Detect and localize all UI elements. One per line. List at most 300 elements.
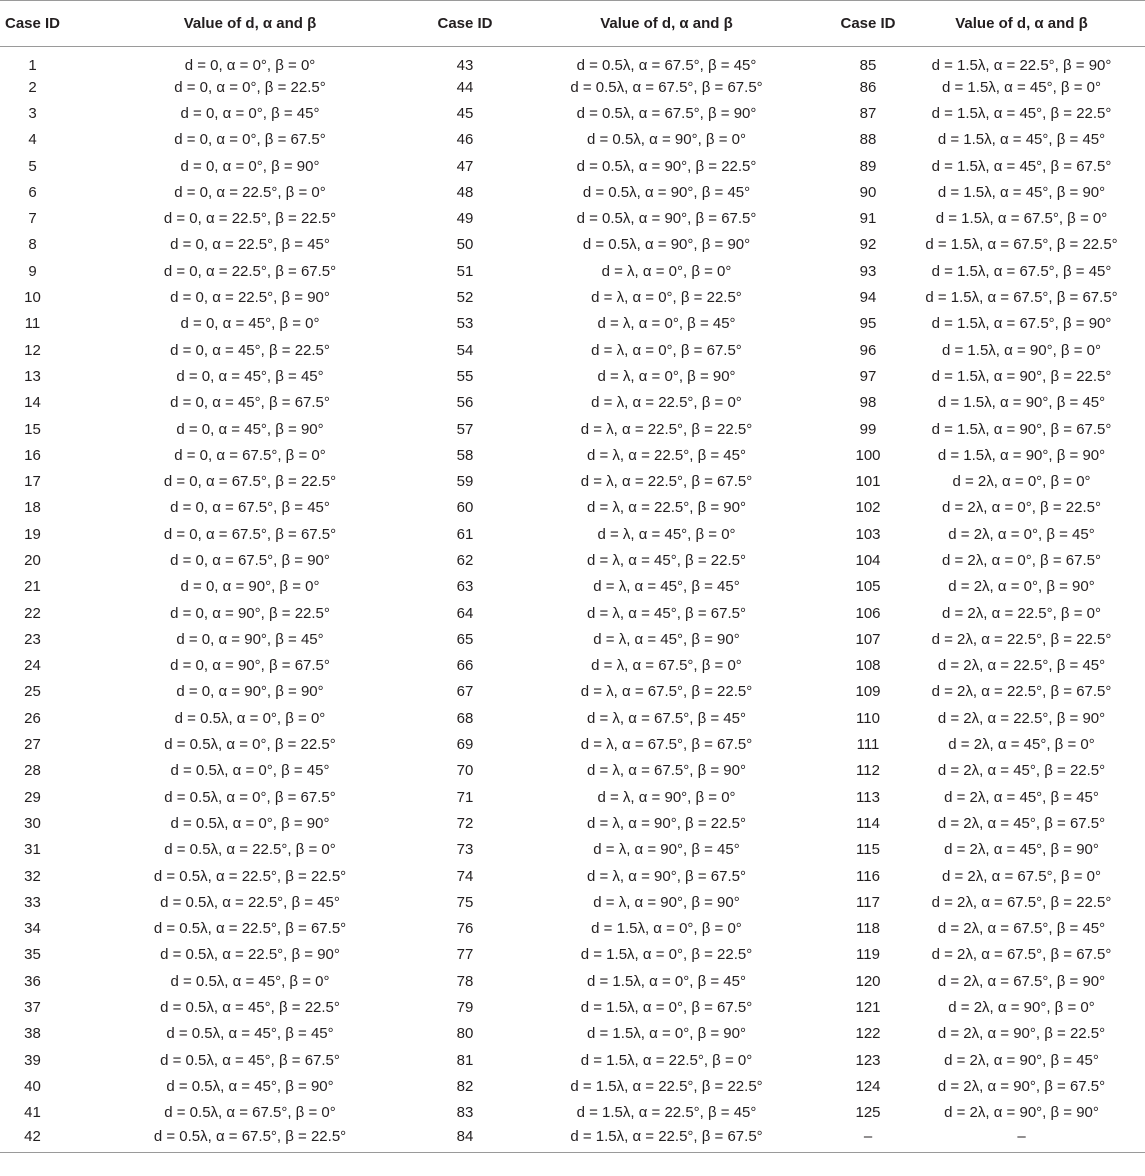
case-value-cell: d = 2λ, α = 90°, β = 67.5° <box>937 1077 1106 1095</box>
table-row <box>0 127 1145 153</box>
table-row <box>0 810 1145 836</box>
table-row <box>0 205 1145 231</box>
case-value-cell: d = 2λ, α = 45°, β = 90° <box>944 841 1099 859</box>
case-id-cell: 15 <box>24 420 41 438</box>
case-id-cell: 30 <box>24 814 41 832</box>
case-value-cell: d = 1.5λ, α = 22.5°, β = 90° <box>931 57 1112 74</box>
case-value-cell: d = 1.5λ, α = 22.5°, β = 0° <box>580 1051 753 1069</box>
case-id-cell: 68 <box>456 709 474 727</box>
case-id-cell: 73 <box>456 841 474 859</box>
case-id-cell: 52 <box>456 289 474 307</box>
case-value-cell: d = 0.5λ, α = 45°, β = 0° <box>170 972 330 990</box>
case-id-cell: 34 <box>24 920 41 938</box>
case-id-cell: 98 <box>859 394 877 412</box>
case-value-cell: d = λ, α = 22.5°, β = 45° <box>587 446 746 464</box>
table-row <box>0 889 1145 915</box>
case-value-cell: d = 0.5λ, α = 22.5°, β = 67.5° <box>153 920 347 938</box>
header-value-2: Value of d, α and β <box>495 1 838 47</box>
case-id-cell: 122 <box>855 1025 881 1043</box>
case-id-cell: 28 <box>24 762 41 780</box>
case-id-cell: 81 <box>456 1051 474 1069</box>
table-row <box>0 179 1145 205</box>
case-id-cell: 47 <box>456 157 474 175</box>
case-id-cell: 60 <box>456 499 474 517</box>
case-id-cell: 23 <box>24 630 41 648</box>
case-id-cell: 116 <box>856 867 880 885</box>
case-id-cell: 121 <box>855 999 881 1017</box>
case-value-cell: d = 2λ, α = 45°, β = 45° <box>944 788 1099 806</box>
case-value-cell: d = 0.5λ, α = 67.5°, β = 0° <box>164 1104 336 1122</box>
case-value-cell: d = λ, α = 22.5°, β = 22.5° <box>580 420 753 438</box>
case-value-cell: d = 2λ, α = 67.5°, β = 90° <box>937 972 1106 990</box>
case-id-cell: 66 <box>456 657 474 675</box>
case-id-cell: 101 <box>855 473 881 491</box>
table-row <box>0 1047 1145 1073</box>
case-value-cell: d = 1.5λ, α = 67.5°, β = 90° <box>931 315 1112 333</box>
case-id-cell: 50 <box>456 236 474 254</box>
case-value-cell: d = 0, α = 90°, β = 45° <box>176 630 324 648</box>
case-value-cell: d = 1.5λ, α = 90°, β = 90° <box>937 446 1106 464</box>
case-value-cell: d = λ, α = 90°, β = 0° <box>597 788 736 806</box>
case-id-cell: 83 <box>456 1104 474 1122</box>
table-row <box>0 416 1145 442</box>
case-id-cell: 53 <box>456 315 474 333</box>
case-value-cell: d = λ, α = 45°, β = 45° <box>593 578 740 596</box>
case-value-cell: d = 1.5λ, α = 45°, β = 45° <box>937 131 1106 149</box>
case-value-cell: d = 2λ, α = 67.5°, β = 22.5° <box>931 893 1112 911</box>
table-row <box>0 1073 1145 1099</box>
header-value-1: Value of d, α and β <box>65 1 435 47</box>
case-value-cell: d = 0, α = 45°, β = 67.5° <box>170 394 330 412</box>
case-id-cell: 124 <box>855 1077 881 1095</box>
table-row <box>0 547 1145 573</box>
table-row <box>0 626 1145 652</box>
case-id-cell: 112 <box>856 762 880 780</box>
case-id-cell: 86 <box>859 78 877 96</box>
case-value-cell: d = 2λ, α = 90°, β = 0° <box>948 999 1095 1017</box>
case-id-cell: 27 <box>24 736 41 754</box>
case-id-cell: 76 <box>456 920 474 938</box>
case-id-cell: 114 <box>856 814 880 832</box>
table-row <box>0 153 1145 179</box>
case-id-cell: 71 <box>456 788 474 806</box>
case-value-cell: d = λ, α = 90°, β = 67.5° <box>587 867 746 885</box>
case-id-cell: 21 <box>24 578 41 596</box>
table-row <box>0 495 1145 521</box>
case-value-cell: d = 2λ, α = 45°, β = 67.5° <box>937 814 1106 832</box>
case-id-cell: 31 <box>24 841 41 859</box>
case-id-cell: 46 <box>456 131 474 149</box>
case-id-cell: 113 <box>856 788 880 806</box>
case-id-cell: 20 <box>24 551 41 569</box>
case-value-cell: d = 0.5λ, α = 45°, β = 45° <box>166 1025 334 1043</box>
table-row <box>0 574 1145 600</box>
case-value-cell: d = 1.5λ, α = 0°, β = 90° <box>587 1025 746 1043</box>
case-value-cell: d = 2λ, α = 67.5°, β = 45° <box>937 920 1106 938</box>
case-value-cell: d = λ, α = 90°, β = 22.5° <box>587 814 746 832</box>
table-row <box>0 311 1145 337</box>
case-value-cell: d = 0.5λ, α = 0°, β = 22.5° <box>164 736 336 754</box>
case-value-cell: d = 0.5λ, α = 90°, β = 22.5° <box>576 157 757 175</box>
case-id-cell: 75 <box>456 893 474 911</box>
case-value-cell: d = 0.5λ, α = 0°, β = 90° <box>170 814 330 832</box>
case-value-cell: d = 1.5λ, α = 67.5°, β = 22.5° <box>925 236 1118 254</box>
case-value-cell: d = λ, α = 67.5°, β = 0° <box>591 657 742 675</box>
case-id-cell: 92 <box>859 236 877 254</box>
case-value-cell: d = 2λ, α = 90°, β = 90° <box>944 1104 1099 1122</box>
case-id-cell: 58 <box>456 446 474 464</box>
case-value-cell: d = λ, α = 67.5°, β = 22.5° <box>580 683 753 701</box>
case-id-cell: 10 <box>24 289 41 307</box>
case-value-cell: d = 1.5λ, α = 67.5°, β = 0° <box>935 210 1108 228</box>
case-value-cell: d = 0, α = 90°, β = 0° <box>180 578 320 596</box>
case-id-cell: 90 <box>859 183 877 201</box>
case-id-cell: 24 <box>24 657 41 675</box>
case-value-cell: d = 1.5λ, α = 90°, β = 22.5° <box>931 367 1112 385</box>
case-value-cell: – <box>898 1126 1145 1152</box>
table-row <box>0 232 1145 258</box>
case-value-cell: d = 1.5λ, α = 45°, β = 90° <box>937 183 1106 201</box>
case-id-cell: 115 <box>856 841 880 859</box>
case-id-cell: 108 <box>855 657 881 675</box>
case-id-cell: 96 <box>859 341 877 359</box>
case-value-cell: d = λ, α = 0°, β = 90° <box>597 367 736 385</box>
case-id-cell: 93 <box>859 262 877 280</box>
header-case-id-3: Case ID <box>838 1 898 47</box>
case-value-cell: d = 0.5λ, α = 67.5°, β = 67.5° <box>570 78 763 96</box>
case-value-cell: d = 0.5λ, α = 90°, β = 90° <box>582 236 751 254</box>
table-row <box>0 390 1145 416</box>
case-id-cell: 57 <box>456 420 474 438</box>
table-row <box>0 837 1145 863</box>
case-id-cell: 74 <box>456 867 474 885</box>
case-id-cell: 107 <box>855 630 881 648</box>
case-id-cell: 79 <box>456 999 474 1017</box>
case-value-cell: d = λ, α = 45°, β = 22.5° <box>587 551 746 569</box>
case-value-cell: d = 0, α = 90°, β = 67.5° <box>170 657 330 675</box>
case-id-cell: 6 <box>28 183 37 201</box>
case-value-cell: d = 1.5λ, α = 90°, β = 45° <box>937 394 1106 412</box>
case-value-cell: d = λ, α = 67.5°, β = 45° <box>587 709 746 727</box>
case-id-cell: 25 <box>24 683 41 701</box>
case-id-cell: 44 <box>456 78 474 96</box>
case-id-cell: 102 <box>855 499 881 517</box>
case-id-cell: 32 <box>24 867 41 885</box>
case-id-cell: 125 <box>855 1104 881 1122</box>
case-value-cell: d = 2λ, α = 67.5°, β = 67.5° <box>931 946 1112 964</box>
table-row <box>0 758 1145 784</box>
table-row <box>0 337 1145 363</box>
case-value-cell: d = 0.5λ, α = 90°, β = 67.5° <box>576 210 757 228</box>
table-row <box>0 968 1145 994</box>
case-id-cell: 78 <box>456 972 474 990</box>
case-id-cell: 54 <box>456 341 474 359</box>
case-id-cell: – <box>838 1126 898 1152</box>
case-value-cell: d = λ, α = 0°, β = 0° <box>601 262 732 280</box>
case-id-cell: 123 <box>855 1051 881 1069</box>
case-id-cell: 37 <box>24 999 41 1017</box>
case-id-cell: 77 <box>456 946 474 964</box>
case-id-cell: 95 <box>859 315 877 333</box>
table-row <box>0 521 1145 547</box>
case-value-cell: d = 2λ, α = 0°, β = 45° <box>948 525 1095 543</box>
case-value-cell: d = 2λ, α = 22.5°, β = 0° <box>942 604 1101 622</box>
case-value-cell: d = λ, α = 45°, β = 0° <box>597 525 736 543</box>
case-value-cell: d = 1.5λ, α = 22.5°, β = 22.5° <box>570 1077 763 1095</box>
case-id-cell: 8 <box>28 236 37 254</box>
case-id-cell: 88 <box>859 131 877 149</box>
case-value-cell: d = 0, α = 67.5°, β = 45° <box>170 499 330 517</box>
case-value-cell: d = 2λ, α = 22.5°, β = 22.5° <box>931 630 1112 648</box>
case-id-cell: 65 <box>456 630 474 648</box>
case-value-cell: d = 1.5λ, α = 45°, β = 67.5° <box>931 157 1112 175</box>
case-value-cell: d = λ, α = 45°, β = 90° <box>593 630 740 648</box>
table-row <box>0 784 1145 810</box>
case-value-cell: d = 2λ, α = 67.5°, β = 0° <box>942 867 1101 885</box>
case-id-cell: 103 <box>855 525 881 543</box>
case-id-cell: 119 <box>856 946 880 964</box>
case-value-cell: d = 0, α = 22.5°, β = 90° <box>170 289 330 307</box>
case-id-cell: 18 <box>24 499 41 517</box>
case-id-cell: 7 <box>28 210 37 228</box>
case-value-cell: d = 0.5λ, α = 22.5°, β = 0° <box>164 841 336 859</box>
case-value-cell: d = 2λ, α = 0°, β = 90° <box>948 578 1095 596</box>
case-id-cell: 100 <box>855 446 881 464</box>
case-id-cell: 1 <box>28 57 37 74</box>
case-id-cell: 26 <box>24 709 41 727</box>
case-value-cell: d = 0.5λ, α = 90°, β = 0° <box>587 131 746 149</box>
case-value-cell: d = 0, α = 67.5°, β = 90° <box>170 551 330 569</box>
case-value-cell: d = 2λ, α = 0°, β = 22.5° <box>942 499 1101 517</box>
header-value-3: Value of d, α and β <box>898 1 1145 47</box>
case-value-cell: d = 1.5λ, α = 90°, β = 0° <box>942 341 1101 359</box>
case-value-cell: d = 1.5λ, α = 45°, β = 0° <box>942 78 1101 96</box>
case-id-cell: 99 <box>859 420 877 438</box>
case-id-cell: 5 <box>28 157 37 175</box>
table-row <box>0 600 1145 626</box>
case-id-cell: 70 <box>456 762 474 780</box>
case-id-cell: 42 <box>0 1126 65 1152</box>
case-id-cell: 22 <box>24 604 41 622</box>
case-value-cell: d = 1.5λ, α = 22.5°, β = 45° <box>576 1104 757 1122</box>
case-value-cell: d = λ, α = 45°, β = 67.5° <box>587 604 746 622</box>
table-row <box>0 942 1145 968</box>
case-value-cell: d = 0, α = 0°, β = 22.5° <box>174 78 326 96</box>
case-id-cell: 62 <box>456 551 474 569</box>
case-id-cell: 94 <box>859 289 877 307</box>
table-row <box>0 916 1145 942</box>
case-value-cell: d = 2λ, α = 45°, β = 0° <box>948 736 1095 754</box>
case-id-cell: 117 <box>856 893 880 911</box>
case-value-cell: d = 0.5λ, α = 22.5°, β = 22.5° <box>153 867 347 885</box>
case-value-cell: d = 2λ, α = 0°, β = 67.5° <box>942 551 1101 569</box>
table-row <box>0 468 1145 494</box>
case-value-cell: d = 0.5λ, α = 67.5°, β = 90° <box>576 104 757 122</box>
case-value-cell: d = 1.5λ, α = 22.5°, β = 67.5° <box>495 1126 838 1152</box>
case-id-cell: 40 <box>24 1077 41 1095</box>
case-value-cell: d = 2λ, α = 0°, β = 0° <box>952 473 1091 491</box>
case-id-cell: 87 <box>859 104 877 122</box>
case-id-cell: 43 <box>456 57 474 74</box>
table-row <box>0 653 1145 679</box>
case-id-cell: 12 <box>24 341 41 359</box>
case-id-cell: 61 <box>456 525 474 543</box>
case-id-cell: 91 <box>859 210 877 228</box>
case-id-cell: 13 <box>24 367 41 385</box>
header-case-id-1: Case ID <box>0 1 65 47</box>
case-id-cell: 39 <box>24 1051 41 1069</box>
case-id-cell: 106 <box>855 604 881 622</box>
case-value-cell: d = 2λ, α = 45°, β = 22.5° <box>937 762 1106 780</box>
case-value-cell: d = λ, α = 22.5°, β = 67.5° <box>580 473 753 491</box>
case-value-cell: d = λ, α = 0°, β = 22.5° <box>591 289 742 307</box>
case-id-cell: 59 <box>456 473 474 491</box>
case-id-cell: 29 <box>24 788 41 806</box>
case-value-cell: d = 1.5λ, α = 90°, β = 67.5° <box>931 420 1112 438</box>
case-value-cell: d = λ, α = 0°, β = 45° <box>597 315 736 333</box>
case-value-cell: d = 0.5λ, α = 45°, β = 22.5° <box>160 999 340 1017</box>
table-row <box>0 442 1145 468</box>
case-id-cell: 89 <box>859 157 877 175</box>
case-value-cell: d = 0, α = 22.5°, β = 22.5° <box>163 210 337 228</box>
case-value-cell: d = 0, α = 45°, β = 0° <box>180 315 320 333</box>
case-id-cell: 9 <box>28 262 37 280</box>
case-value-cell: d = 0, α = 90°, β = 90° <box>176 683 324 701</box>
case-id-cell: 63 <box>456 578 474 596</box>
case-value-cell: d = 0, α = 67.5°, β = 67.5° <box>163 525 337 543</box>
case-value-cell: d = 0.5λ, α = 67.5°, β = 22.5° <box>65 1126 435 1152</box>
table-row <box>0 705 1145 731</box>
case-value-cell: d = 0.5λ, α = 90°, β = 45° <box>582 183 751 201</box>
table-body <box>0 47 1145 1153</box>
case-id-cell: 35 <box>24 946 41 964</box>
case-id-cell: 120 <box>855 972 881 990</box>
case-value-cell: d = 1.5λ, α = 67.5°, β = 45° <box>931 262 1112 280</box>
case-id-cell: 51 <box>456 262 474 280</box>
case-value-cell: d = 0.5λ, α = 22.5°, β = 45° <box>160 893 340 911</box>
case-value-cell: d = λ, α = 22.5°, β = 0° <box>591 394 742 412</box>
case-value-cell: d = 0, α = 0°, β = 90° <box>180 157 320 175</box>
case-value-cell: d = 0, α = 22.5°, β = 67.5° <box>163 262 337 280</box>
case-id-cell: 11 <box>24 315 41 333</box>
table-row <box>0 258 1145 284</box>
case-value-cell: d = 1.5λ, α = 0°, β = 0° <box>591 920 742 938</box>
case-value-cell: d = 0, α = 0°, β = 67.5° <box>174 131 326 149</box>
case-value-cell: d = 0.5λ, α = 67.5°, β = 45° <box>576 57 757 74</box>
case-value-cell: d = 2λ, α = 90°, β = 22.5° <box>937 1025 1106 1043</box>
case-id-cell: 3 <box>28 104 37 122</box>
case-id-cell: 48 <box>456 183 474 201</box>
case-value-cell: d = 0, α = 67.5°, β = 0° <box>174 446 326 464</box>
case-id-cell: 97 <box>859 367 877 385</box>
case-value-cell: d = λ, α = 0°, β = 67.5° <box>591 341 742 359</box>
case-id-cell: 67 <box>456 683 474 701</box>
case-value-cell: d = 2λ, α = 90°, β = 45° <box>944 1051 1099 1069</box>
case-id-cell: 111 <box>856 736 880 754</box>
case-value-cell: d = λ, α = 67.5°, β = 90° <box>587 762 746 780</box>
case-value-cell: d = 0, α = 0°, β = 0° <box>184 57 316 74</box>
table-row <box>0 1021 1145 1047</box>
case-value-cell: d = 1.5λ, α = 67.5°, β = 67.5° <box>925 289 1118 307</box>
table-row <box>0 1100 1145 1126</box>
case-id-cell: 33 <box>24 893 41 911</box>
case-value-cell: d = 0, α = 0°, β = 45° <box>180 104 320 122</box>
table-row <box>0 994 1145 1020</box>
case-id-cell: 38 <box>24 1025 41 1043</box>
case-id-cell: 80 <box>456 1025 474 1043</box>
case-value-cell: d = 0, α = 45°, β = 90° <box>176 420 324 438</box>
case-value-cell: d = 2λ, α = 22.5°, β = 45° <box>937 657 1106 675</box>
case-value-cell: d = 0.5λ, α = 0°, β = 45° <box>170 762 330 780</box>
table-row <box>0 679 1145 705</box>
case-id-cell: 69 <box>456 736 474 754</box>
case-id-cell: 72 <box>456 814 474 832</box>
case-value-cell: d = 0, α = 90°, β = 22.5° <box>170 604 330 622</box>
case-id-cell: 2 <box>28 78 37 96</box>
case-value-cell: d = 0.5λ, α = 0°, β = 0° <box>174 709 326 727</box>
case-id-cell: 45 <box>456 104 474 122</box>
table-row <box>0 863 1145 889</box>
table-row <box>0 284 1145 310</box>
case-value-cell: d = 0, α = 45°, β = 45° <box>176 367 324 385</box>
case-id-cell: 19 <box>24 525 41 543</box>
case-id-cell: 82 <box>456 1077 474 1095</box>
case-id-cell: 16 <box>24 446 41 464</box>
case-id-cell: 4 <box>28 131 37 149</box>
table-row <box>0 47 1145 75</box>
case-id-cell: 118 <box>856 920 880 938</box>
table-row <box>0 1126 1145 1152</box>
header-case-id-2: Case ID <box>435 1 495 47</box>
table-row <box>0 74 1145 100</box>
table-row <box>0 731 1145 757</box>
case-value-cell: d = 1.5λ, α = 0°, β = 22.5° <box>580 946 753 964</box>
case-value-cell: d = 1.5λ, α = 0°, β = 45° <box>587 972 746 990</box>
case-id-cell: 64 <box>456 604 474 622</box>
case-value-cell: d = 0.5λ, α = 45°, β = 67.5° <box>160 1051 340 1069</box>
case-id-cell: 17 <box>24 473 41 491</box>
case-id-cell: 105 <box>855 578 881 596</box>
case-id-cell: 36 <box>24 972 41 990</box>
case-value-cell: d = 1.5λ, α = 0°, β = 67.5° <box>580 999 753 1017</box>
case-id-cell: 49 <box>456 210 474 228</box>
case-value-cell: d = 0, α = 22.5°, β = 45° <box>170 236 330 254</box>
case-value-cell: d = λ, α = 90°, β = 90° <box>593 893 740 911</box>
table-row <box>0 363 1145 389</box>
case-value-cell: d = 0, α = 67.5°, β = 22.5° <box>163 473 337 491</box>
case-id-cell: 55 <box>456 367 474 385</box>
case-value-cell: d = λ, α = 90°, β = 45° <box>593 841 740 859</box>
table-row <box>0 100 1145 126</box>
case-value-cell: d = 0.5λ, α = 45°, β = 90° <box>166 1077 334 1095</box>
case-value-cell: d = 1.5λ, α = 45°, β = 22.5° <box>931 104 1112 122</box>
case-value-cell: d = 2λ, α = 22.5°, β = 90° <box>937 709 1106 727</box>
case-value-cell: d = λ, α = 67.5°, β = 67.5° <box>580 736 753 754</box>
case-value-cell: d = λ, α = 22.5°, β = 90° <box>587 499 746 517</box>
case-id-cell: 109 <box>855 683 881 701</box>
case-value-cell: d = 0.5λ, α = 22.5°, β = 90° <box>160 946 340 964</box>
case-id-cell: 110 <box>856 709 880 727</box>
case-value-cell: d = 0, α = 22.5°, β = 0° <box>174 183 326 201</box>
table-header-row <box>0 1 1145 47</box>
case-value-cell: d = 0, α = 45°, β = 22.5° <box>170 341 330 359</box>
case-value-cell: d = 0.5λ, α = 0°, β = 67.5° <box>164 788 336 806</box>
case-id-cell: 85 <box>859 57 877 74</box>
case-value-cell: d = 2λ, α = 22.5°, β = 67.5° <box>931 683 1112 701</box>
case-id-cell: 104 <box>855 551 881 569</box>
case-id-cell: 41 <box>24 1104 41 1122</box>
case-id-cell: 84 <box>435 1126 495 1152</box>
